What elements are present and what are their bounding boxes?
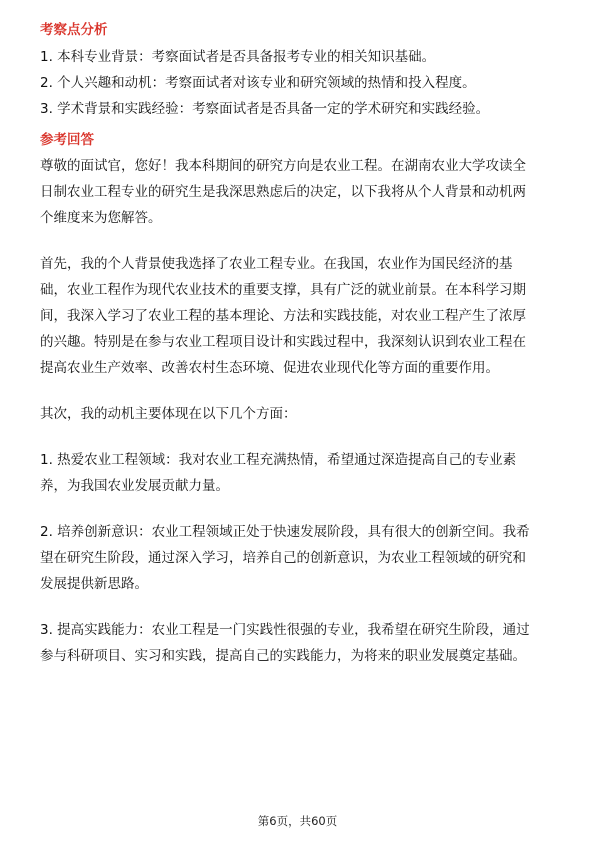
paragraph-line: 日制农业工程专业的研究生是我深思熟虑后的决定，以下我将从个人背景和动机两 — [40, 184, 526, 200]
paragraph-line: 间，我深入学习了农业工程的基本理论、方法和实践技能，对农业工程产生了浓厚 — [40, 308, 526, 324]
paragraph-line: 望在研究生阶段，通过深入学习，培养自己的创新意识，为农业工程领域的研究和 — [40, 550, 526, 566]
analysis-item: 2. 个人兴趣和动机：考察面试者对该专业和研究领域的热情和投入程度。 — [40, 75, 476, 91]
paragraph-line: 参与科研项目、实习和实践，提高自己的实践能力，为将来的职业发展奠定基础。 — [40, 648, 526, 664]
paragraph-line: 提高农业生产效率、改善农村生态环境、促进农业现代化等方面的重要作用。 — [40, 360, 499, 376]
page-number: 第6页，共60页 — [257, 814, 338, 828]
paragraph-gap — [40, 597, 560, 617]
answer-paragraph-intro — [40, 153, 560, 231]
answer-paragraph-motivation — [40, 401, 560, 427]
answer-paragraph-point-1 — [40, 447, 560, 499]
paragraph-gap — [40, 231, 560, 251]
paragraph-line: 首先，我的个人背景使我选择了农业工程专业。在我国，农业作为国民经济的基 — [40, 256, 513, 272]
answer-paragraph-point-3 — [40, 617, 560, 669]
paragraph-line: 养，为我国农业发展贡献力量。 — [40, 478, 229, 494]
paragraph-line: 3. 提高实践能力：农业工程是一门实践性很强的专业，我希望在研究生阶段，通过 — [40, 622, 530, 638]
answer-paragraph-background — [40, 251, 560, 381]
paragraph-line: 的兴趣。特别是在参与农业工程项目设计和实践过程中，我深刻认识到农业工程在 — [40, 334, 526, 350]
paragraph-gap — [40, 499, 560, 519]
paragraph-gap — [40, 427, 560, 447]
page-content — [40, 21, 560, 669]
analysis-item: 3. 学术背景和实践经验：考察面试者是否具备一定的学术研究和实践经验。 — [40, 101, 490, 117]
paragraph-line: 其次，我的动机主要体现在以下几个方面： — [40, 406, 297, 422]
answer-paragraph-point-2 — [40, 519, 560, 597]
paragraph-line: 尊敬的面试官，您好！我本科期间的研究方向是农业工程。在湖南农业大学攻读全 — [40, 158, 526, 174]
answer-heading: 参考回答 — [40, 132, 94, 148]
paragraph-gap — [40, 381, 560, 401]
analysis-item: 1. 本科专业背景：考察面试者是否具备报考专业的相关知识基础。 — [40, 49, 436, 65]
paragraph-line: 1. 热爱农业工程领域：我对农业工程充满热情，希望通过深造提高自己的专业素 — [40, 452, 517, 468]
analysis-list — [40, 44, 560, 122]
analysis-heading: 考察点分析 — [40, 22, 108, 38]
paragraph-line: 础，农业工程作为现代农业技术的重要支撑，具有广泛的就业前景。在本科学习期 — [40, 282, 526, 298]
paragraph-line: 个维度来为您解答。 — [40, 210, 162, 226]
paragraph-line: 发展提供新思路。 — [40, 576, 148, 592]
paragraph-line: 2. 培养创新意识：农业工程领域正处于快速发展阶段，具有很大的创新空间。我希 — [40, 524, 530, 540]
